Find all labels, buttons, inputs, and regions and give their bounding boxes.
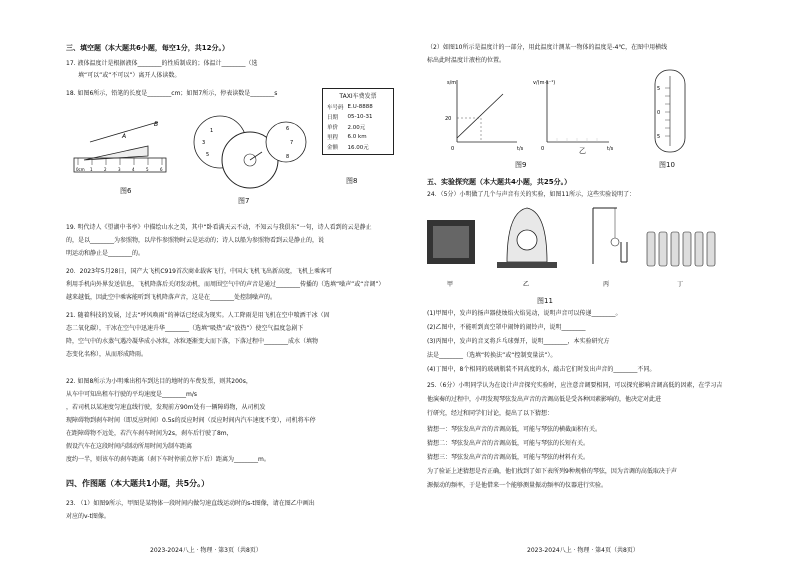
q20-line1: 20．2023年5月28日，国产大飞机C919首次商业载客飞行，中国大飞机飞出新高度，飞机上乘客可 (66, 268, 332, 275)
figure-9-caption: 图9 (515, 161, 527, 169)
receipt-value: 6.0 km (347, 134, 367, 140)
section-5-title: 五、实验探究题（本大题共4小题，共25分。） (427, 178, 572, 186)
receipt-label: 里程 (327, 135, 339, 141)
fig9-left-origin: 0 (451, 146, 455, 152)
q21-line1: 21. 随着科技的发展，过去“呼风唤雨”的神话已经成为现实。人工降雨是用飞机在空中喷洒干冰（固 (66, 312, 330, 319)
q23-line1: 23. （1）如图9所示，甲图是某物体一段时间内做匀速直线运动时的s-t图像，请在图乙中画出 (66, 500, 315, 507)
ruler-mark-3: 3 (118, 167, 121, 172)
q24-item4: (4)丁图中，8个相同的玻璃瓶装不同高度的水，敲击它们时发出声音的________不同。 (427, 366, 656, 373)
figure-7-stopwatch (190, 112, 310, 192)
fig9-right-ylabel: v/(m·s⁻¹) (533, 80, 556, 86)
receipt-label: 日期 (327, 115, 339, 121)
thermo-tick-top: 5 (657, 86, 661, 92)
q23b-line1: （2）如图10所示是温度计的一部分，用此温度计测某一物体的温度是-4℃，在图中用横线 (427, 44, 668, 51)
q24-item3: (3)丙图中，发声的音叉将乒乓球弹开，说明________，本实验研究方 (427, 338, 610, 345)
q23-line2: 对应的v-t图像。 (66, 513, 110, 520)
fig11-label-jia: 甲 (447, 281, 454, 288)
q22-line4: 现障碍物到刹车时间（即反应时间）0.5s的反应时间（反应时间内汽车速度不变），司机将车停 (66, 417, 316, 424)
q21-line4: 态变化名称），从而形成降雨。 (66, 351, 148, 358)
ruler-mark-0: 0cm (76, 167, 85, 172)
q20-line3: 越来越低，因此空中乘客能听到飞机降落声音，这是在________处控制噪声的。 (66, 294, 277, 301)
taxi-receipt (322, 88, 394, 155)
q22-line1: 22. 如图8所示为小明乘出租车到达目的地时的车费发票，则其200s， (66, 378, 252, 385)
figure-9-yi-label: 乙 (579, 147, 586, 155)
label-a: A (122, 133, 127, 140)
q24-item2: (2)乙图中，不能听到真空罩中闹钟的闹铃声，说明________ (427, 324, 586, 331)
thermo-tick-bottom: 5 (657, 134, 661, 140)
receipt-label: 单价 (327, 125, 339, 131)
svg-text:7: 7 (290, 140, 294, 146)
figure-6-ruler-pencil (70, 118, 170, 180)
q21-line2: 态二氧化碳），干冰在空气中迅速升华________（选填“吸热”或“放热”）使空气温度急剧下 (66, 325, 304, 332)
fig11-label-yi: 乙 (523, 281, 530, 288)
q19-line3: 明运动和静止是________的。 (66, 250, 145, 257)
ruler-mark-4: 4 (132, 167, 135, 172)
svg-text:1: 1 (210, 128, 214, 134)
q19-line1: 19. 明代诗人《望湖中书亭》中描绘山水之美，其中“卧看满天云不动，不知云与我俱东”一句，诗人看到的云是静止 (66, 224, 372, 231)
fig9-right-xlabel: t/s (607, 146, 614, 152)
q22-line5: 在距障碍物不远处，若汽车刹车时间为2s，刹车后行驶了8m， (66, 430, 233, 437)
guess-2: 猜想二：琴弦发出声音的音调高低，可能与琴弦的长短有关。 (427, 440, 590, 447)
receipt-title: TAXI车费发票 (339, 93, 377, 100)
ruler-mark-2: 2 (104, 167, 107, 172)
receipt-label: 车号码 (327, 105, 344, 111)
fig9-left-ylabel: s/m (447, 80, 457, 86)
q24-item3b: 法是________（选填“转换法”或“控制变量法”）。 (427, 352, 557, 359)
guess-1: 猜想一：琴弦发出声音的音调高低，可能与琴弦的横截面积有关。 (427, 426, 602, 433)
left-footer: 2023-2024八上 · 物理 · 第3页（共8页） (150, 547, 262, 554)
thermo-tick-zero: 0 (657, 110, 661, 116)
receipt-value: 2.00元 (347, 125, 366, 131)
receipt-value: 16.00元 (347, 145, 369, 151)
q17-line2: 填“可以”或“不可以”）离开人体读数。 (78, 72, 181, 79)
q22-line6: 假设汽车在这段时间内制动所用时间为制车距离 (66, 443, 193, 450)
right-footer: 2023-2024八上 · 物理 · 第4页（共8页） (527, 547, 639, 554)
q25-end1: 为了验证上述猜想是否正确，他们找到了如下表所列9种规格的琴弦，因为音调的高低取决于声 (427, 468, 677, 475)
q22-line7: 度约一半，则该车的刹车距离（刹下车时停前点停下后）距离为________m。 (66, 456, 270, 463)
fig11-label-ding: 丁 (677, 281, 684, 288)
ruler-mark-6: 6 (160, 167, 163, 172)
fig9-left-xlabel: t/s (517, 146, 524, 152)
figure-10-caption: 图10 (659, 161, 675, 169)
figure-7-caption: 图7 (238, 197, 250, 205)
q24-item1: (1)甲图中，发声的扬声器使烛焰火焰晃动，说明声音可以传递________。 (427, 310, 622, 317)
label-b: B (154, 121, 159, 128)
svg-text:8: 8 (286, 154, 290, 160)
q17-line1: 17. 液体温度计是根据液体________的性质制成的；体温计________（选 (66, 60, 258, 67)
section-4-title: 四、作图题（本大题共1小题，共5分。） (66, 479, 210, 488)
fig11-label-bing: 丙 (603, 281, 610, 288)
q25-end2: 源振动的频率，于是他借来一个能够测量振动频率的仪器进行实验。 (427, 482, 608, 489)
svg-text:3: 3 (202, 140, 206, 146)
ruler-mark-5: 5 (146, 167, 149, 172)
q21-line3: 降，空气中的水蒸气遇冷凝华成小冰粒，冰粒逐渐变大而下落，下落过程中________成水（填物 (66, 338, 319, 345)
figure-8-caption: 图8 (346, 177, 358, 185)
figure-6-caption: 图6 (120, 187, 132, 195)
q19-line2: 的，是以________为参照物，以岸作参照物时云是运动的；诗人以船为参照物看到云是静止的，说 (66, 237, 325, 244)
figure-11-experiments (427, 202, 727, 292)
receipt-value: 05-10-31 (347, 114, 373, 120)
figure-9-graphs (437, 72, 617, 162)
q24-text: 24．（5分）小明做了几个与声音有关的实验，如图11所示，这些实验说明了： (427, 191, 636, 198)
q22-line2: 从车中可知出租车行驶的平均速度是________m/s (66, 391, 197, 398)
ruler-mark-1: 1 (90, 167, 93, 172)
svg-text:6: 6 (286, 126, 290, 132)
right-page (397, 0, 794, 562)
figure-11-caption: 图11 (537, 297, 553, 305)
svg-text:5: 5 (206, 152, 210, 158)
q25-line3: 行研究，经过和同学们讨论，提出了以下猜想： (427, 410, 554, 417)
q25-line2: 他演奏的过程中，小明发现琴弦发出声音的音调高低是受各种因素影响的，他决定对此进 (427, 396, 662, 403)
figure-10-thermometer (645, 68, 695, 156)
section-3-title: 三、填空题（本大题共6小题，每空1分，共12分。） (66, 44, 229, 52)
fig9-left-tick: 20 (445, 116, 452, 122)
fig9-right-origin: 0 (541, 146, 545, 152)
q23b-line2: 标出此时温度计液柱的位置。 (427, 57, 506, 64)
q20-line2: 利用手机向外界发送信息，飞机降落后关闭发动机，而周围空气中的声音是通过________传播的（选填“噪声”或“音调”） (66, 281, 385, 288)
guess-3: 猜想三：琴弦发出声音的音调高低，可能与琴弦的材料有关。 (427, 454, 590, 461)
q22-line3: ，若司机以某速度匀速直线行驶，发现前方90m处有一辆障碍物，从司机发 (66, 404, 266, 411)
receipt-label: 金额 (327, 145, 339, 151)
q18-text: 18. 如图6所示，铅笔的长度是________cm；如图7所示，停表读数是________s (66, 90, 278, 97)
receipt-value: E.U-8888 (347, 104, 373, 110)
q25-line1: 25.（6分）小明同学认为在设计声音探究实验时，应注意音调要相同，可以探究影响音调高低的因素，在学习吉 (427, 382, 723, 389)
